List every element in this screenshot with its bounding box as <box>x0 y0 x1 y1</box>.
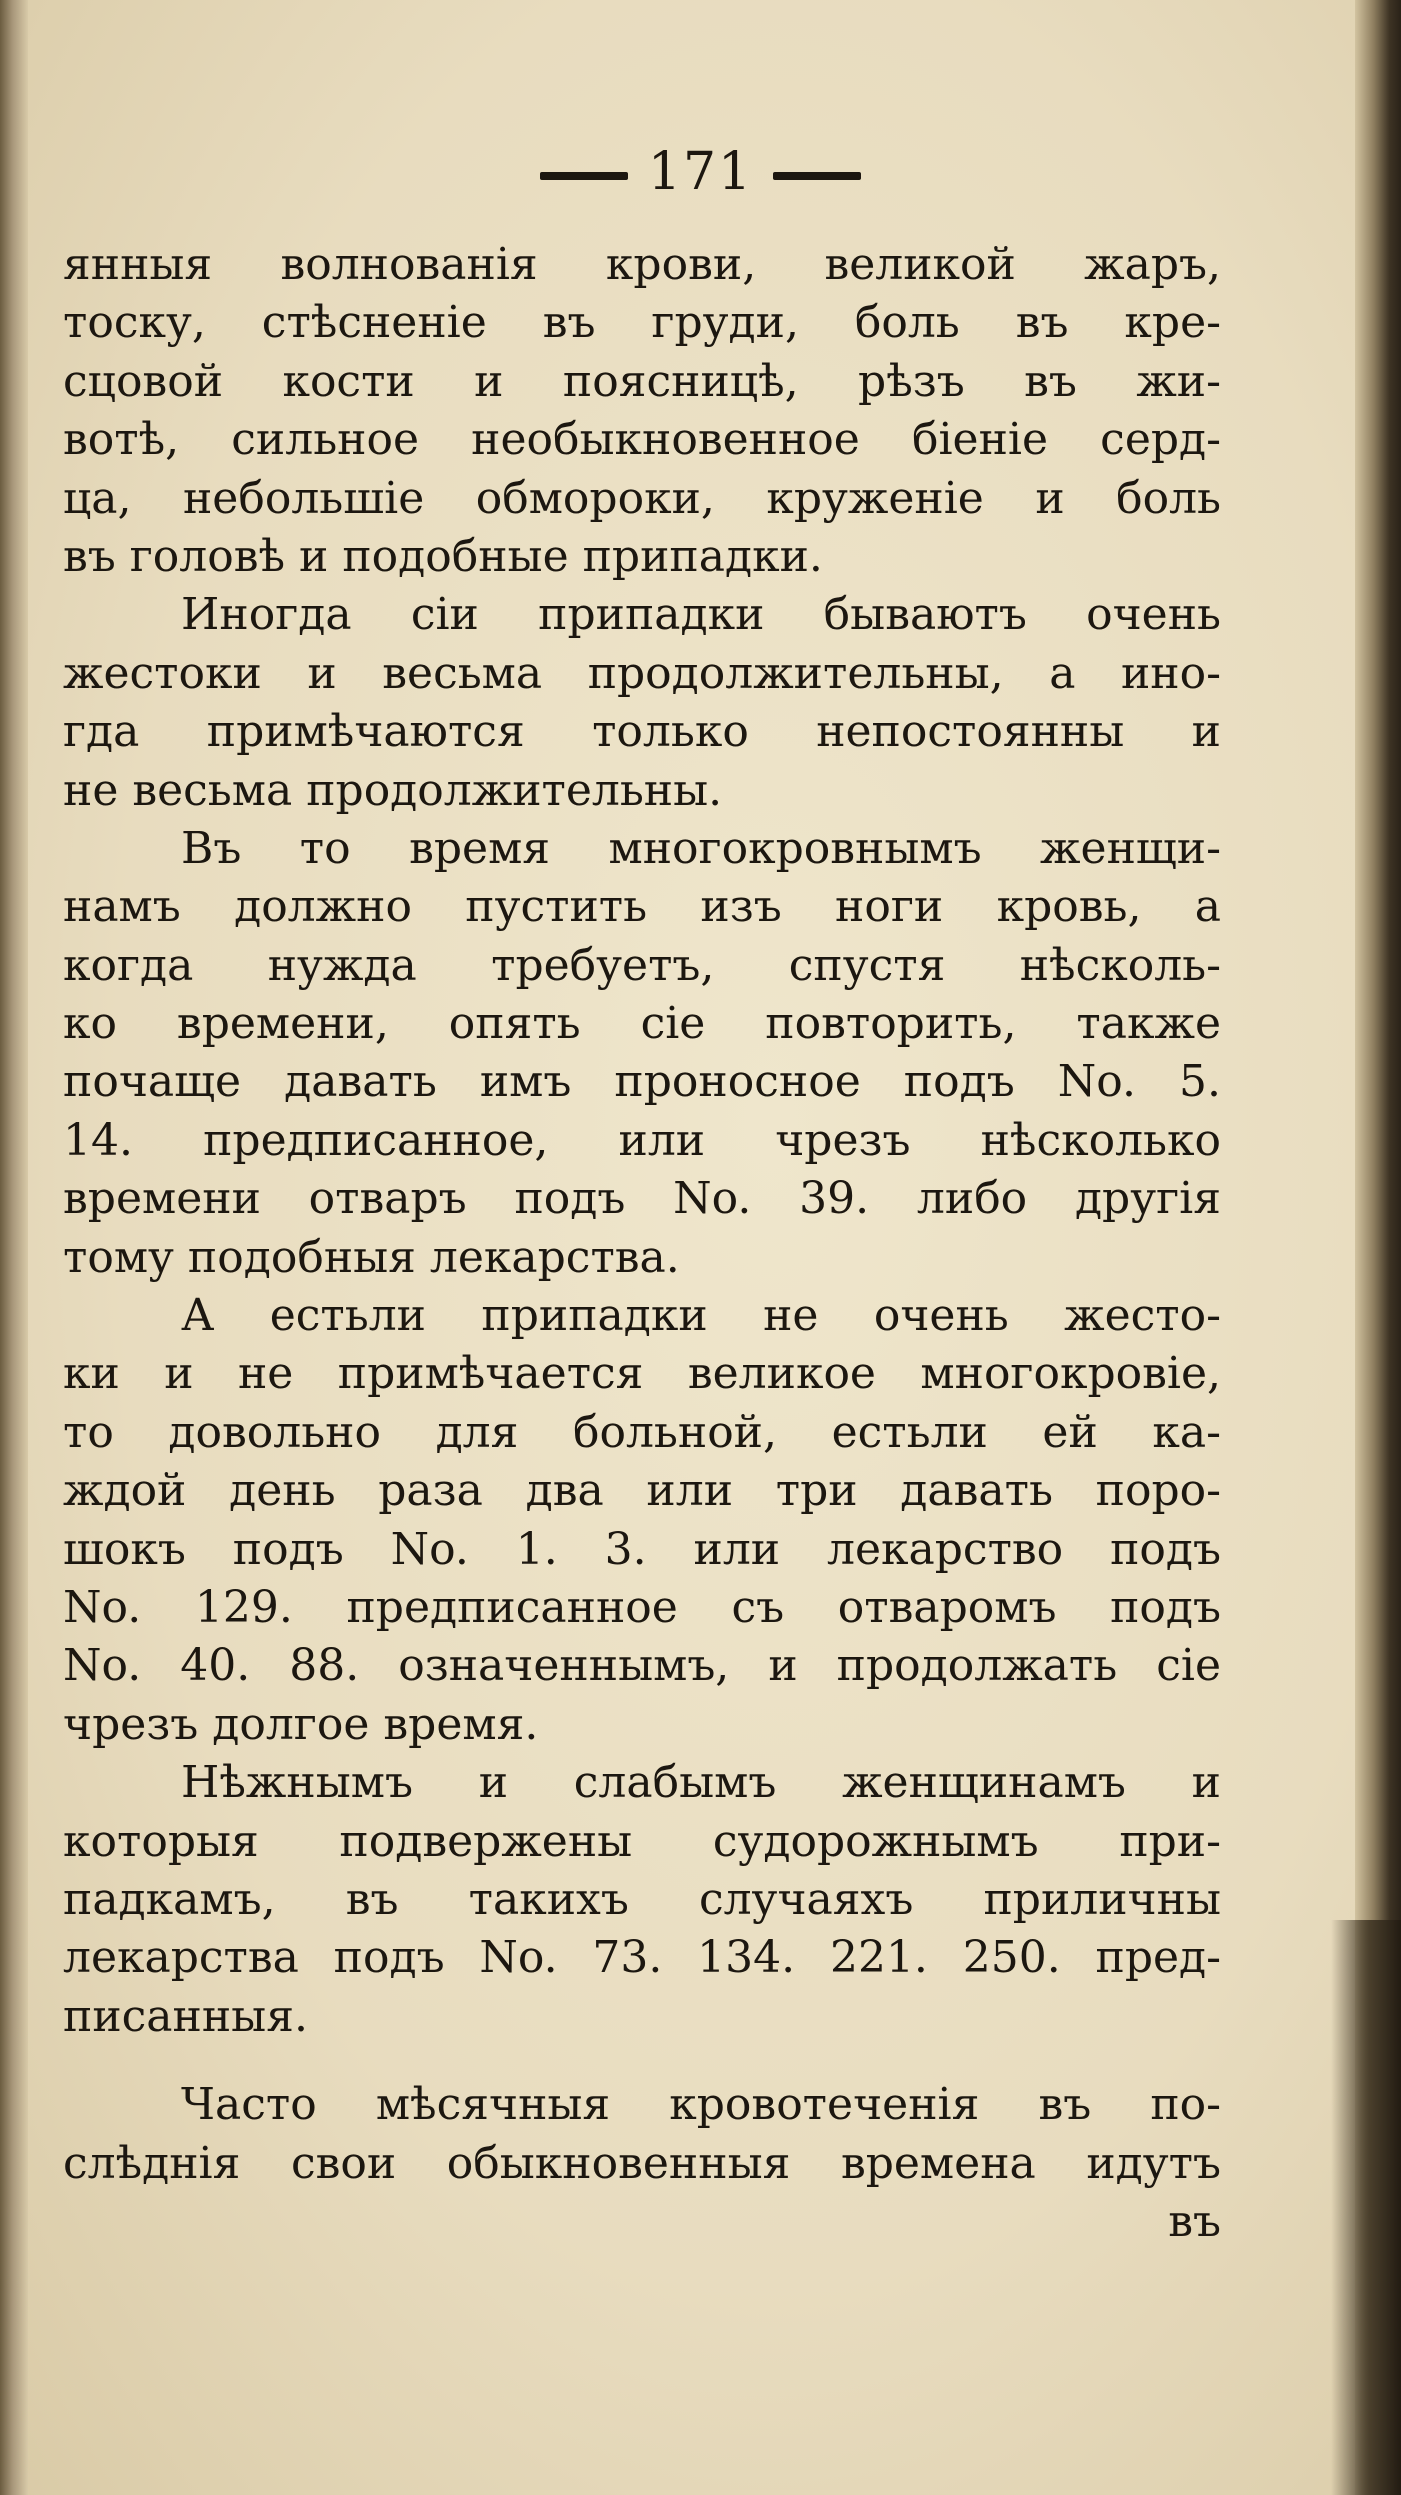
text-line: шокъ подъ No. 1. 3. или лекарство подъ <box>63 1523 1221 1575</box>
text-line: лекарства подъ No. 73. 134. 221. 250. пред- <box>63 1932 1221 1984</box>
page-number: 171 <box>647 142 754 202</box>
text-line: No. 129. предписанное съ отваромъ подъ <box>63 1581 1221 1633</box>
page-edge-shadow-lower <box>1331 1920 1401 2495</box>
text-line: жестоки и весьма продолжительны, а ино- <box>63 647 1221 699</box>
text-line: 14. предписанное, или чрезъ нѣсколько <box>63 1114 1221 1166</box>
text-line: ки и не примѣчается великое многокровіе, <box>63 1348 1221 1400</box>
text-line: писанныя. <box>63 1990 308 2042</box>
text-line: которыя подвержены судорожнымъ при- <box>63 1815 1221 1867</box>
text-line: тому подобныя лекарства. <box>63 1231 680 1283</box>
text-line: янныя волнованія крови, великой жаръ, <box>63 239 1221 290</box>
paragraph-gap <box>63 2046 1221 2076</box>
text-line: почаще давать имъ проносное подъ No. 5. <box>63 1056 1221 1108</box>
text-line: No. 40. 88. означеннымъ, и продолжать сіе <box>63 1640 1221 1692</box>
text-line: въ головѣ и подобные припадки. <box>63 530 823 582</box>
text-line: не весьма продолжительны. <box>63 764 723 816</box>
text-line: когда нужда требуетъ, спустя нѣсколь- <box>63 939 1221 991</box>
text-line: сцовой кости и поясницѣ, рѣзъ въ жи- <box>63 355 1221 407</box>
paragraph-first-line: Иногда сіи припадки бываютъ очень <box>181 589 1221 641</box>
paragraph-first-line: Нѣжнымъ и слабымъ женщинамъ и <box>181 1757 1221 1809</box>
paragraph-first-line: А естьли припадки не очень жесто- <box>181 1290 1221 1342</box>
text-line: ца, небольшіе обмороки, круженіе и боль <box>63 472 1221 524</box>
page-header <box>0 142 1401 202</box>
text-line: ждой день раза два или три давать поро- <box>63 1465 1221 1517</box>
text-line: гда примѣчаются только непостоянны и <box>63 706 1221 758</box>
header-dash-left <box>540 172 628 180</box>
catchword: въ <box>1168 2195 1221 2247</box>
body-text <box>63 236 1221 2251</box>
text-line: слѣднія свои обыкновенныя времена идутъ <box>63 2137 1221 2189</box>
page-gutter-shadow <box>0 0 28 2495</box>
text-line: чрезъ долгое время. <box>63 1698 539 1750</box>
text-line: намъ должно пустить изъ ноги кровь, а <box>63 881 1221 933</box>
paragraph-first-line: Часто мѣсячныя кровотеченія въ по- <box>181 2079 1221 2131</box>
text-line: падкамъ, въ такихъ случаяхъ приличны <box>63 1873 1221 1925</box>
header-dash-right <box>773 172 861 180</box>
text-line: тоску, стѣсненіе въ груди, боль въ кре- <box>63 297 1221 349</box>
text-line: вотѣ, сильное необыкновенное біеніе серд- <box>63 414 1221 466</box>
text-line: то довольно для больной, естьли ей ка- <box>63 1406 1221 1458</box>
text-line: ко времени, опять сіе повторить, также <box>63 998 1221 1050</box>
paragraph-first-line: Въ то время многокровнымъ женщи- <box>181 822 1221 874</box>
text-line: времени отваръ подъ No. 39. либо другія <box>63 1173 1221 1225</box>
